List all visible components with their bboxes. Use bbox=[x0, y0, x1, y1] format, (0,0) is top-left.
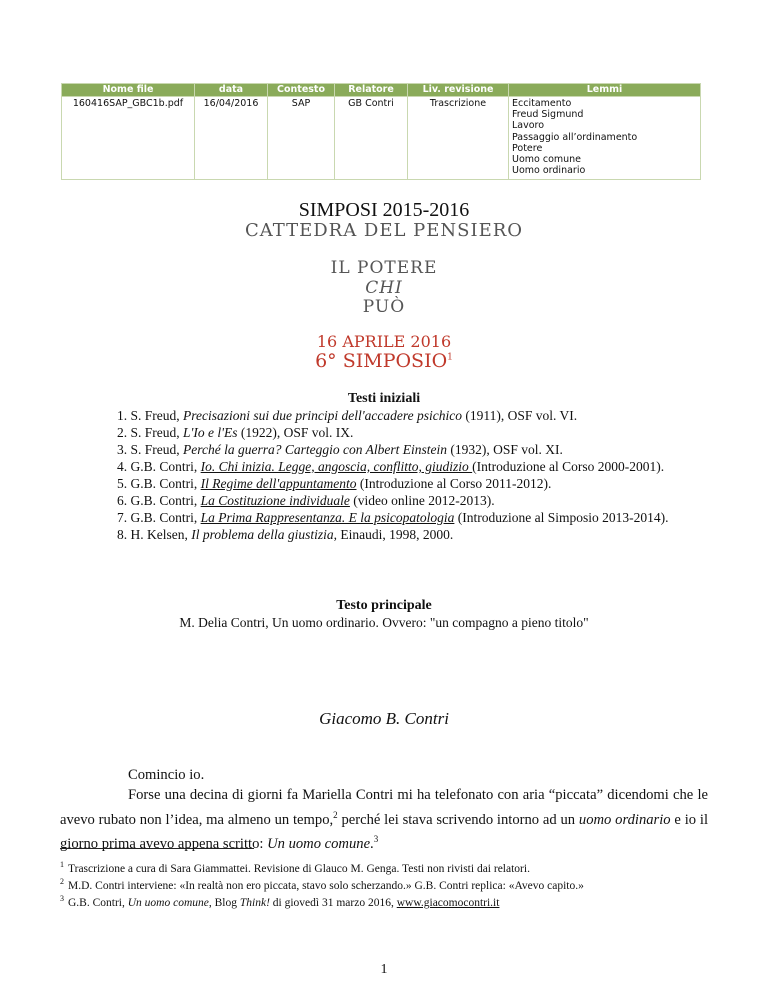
list-item bbox=[117, 441, 677, 458]
website-link[interactable]: www.giacomocontri.it bbox=[396, 896, 500, 909]
speaker-name: Giacomo B. Contri bbox=[319, 709, 449, 728]
testi-iniziali-list bbox=[117, 407, 677, 543]
item-author: 8. H. Kelsen, bbox=[117, 527, 192, 542]
list-item bbox=[117, 424, 677, 441]
lemma-item: Lavoro bbox=[512, 120, 545, 132]
footnote-text: M.D. Contri interviene: «In realtà non ero piccata, stavo solo scherzando.» G.B. Contri replica: «Avevo capito.» bbox=[68, 879, 584, 892]
theme-line-2: CHI bbox=[365, 278, 403, 298]
item-details: (video online 2012-2013). bbox=[349, 493, 495, 508]
footnote-1 bbox=[60, 858, 530, 876]
item-author: 6. G.B. Contri, bbox=[117, 493, 201, 508]
footnote-3 bbox=[60, 892, 499, 910]
item-title-link[interactable]: Il Regime dell'appuntamento bbox=[200, 476, 357, 491]
header-lemmi: Lemmi bbox=[509, 84, 701, 97]
paragraph-text: Forse una decina di giorni fa Mariella Contri mi ha telefonato con aria “piccata” dicendomi che le avevo rubato non l’idea, ma almeno un tempo, bbox=[60, 787, 708, 828]
header-nome-file: Nome file bbox=[62, 84, 195, 97]
testi-iniziali-heading: Testi iniziali bbox=[347, 391, 421, 406]
item-details: (Introduzione al Corso 2011-2012). bbox=[356, 476, 552, 491]
lemma-item: Uomo ordinario bbox=[512, 165, 586, 177]
item-details: (Introduzione al Corso 2000-2001). bbox=[472, 459, 665, 474]
metadata-row bbox=[62, 97, 701, 180]
footnote-text: , Blog bbox=[208, 896, 240, 909]
list-item bbox=[117, 475, 677, 492]
footnote-number: 3 bbox=[60, 894, 64, 903]
series-title: SIMPOSI 2015-2016 bbox=[298, 199, 470, 221]
item-author: 5. G.B. Contri, bbox=[117, 476, 201, 491]
header-data: data bbox=[195, 84, 268, 97]
footnote-ref-2[interactable]: 2 bbox=[333, 809, 338, 820]
item-author: 1. S. Freud, bbox=[117, 408, 184, 423]
footnote-text: G.B. Contri, bbox=[68, 896, 128, 909]
emphasis: uomo ordinario bbox=[578, 811, 671, 828]
paragraph-2 bbox=[60, 786, 708, 854]
item-title-link[interactable]: Io. Chi inizia. Legge, angoscia, conflitto, giudizio bbox=[200, 459, 473, 474]
testo-principale-text: M. Delia Contri, Un uomo ordinario. Ovvero: "un compagno a pieno titolo" bbox=[179, 615, 589, 630]
testo-principale-heading: Testo principale bbox=[336, 598, 432, 613]
list-item bbox=[117, 509, 677, 526]
theme-line-1: IL POTERE bbox=[330, 258, 438, 278]
header-contesto: Contesto bbox=[268, 84, 335, 97]
cell-data: 16/04/2016 bbox=[195, 97, 268, 180]
header-liv-revisione: Liv. revisione bbox=[408, 84, 509, 97]
lemma-item: Uomo comune bbox=[512, 154, 582, 166]
list-item bbox=[117, 458, 677, 475]
item-title: Perché la guerra? Carteggio con Albert Einstein bbox=[183, 442, 447, 457]
list-item bbox=[117, 407, 677, 424]
event-date: 16 APRILE 2016 bbox=[316, 332, 452, 351]
theme-line-3: PUÒ bbox=[362, 297, 406, 317]
paragraph-1: Comincio io. bbox=[128, 767, 205, 783]
emphasis: Un uomo comune bbox=[267, 835, 371, 852]
footnote-text: Trascrizione a cura di Sara Giammattei. Revisione di Glauco M. Genga. Testi non rivisti dai relatori. bbox=[68, 862, 530, 875]
list-item bbox=[117, 526, 677, 543]
metadata-header-row bbox=[62, 84, 701, 97]
paragraph-text: e io il giorno prima avevo appena scritto: bbox=[60, 811, 708, 852]
item-details: (1911), OSF vol. VI. bbox=[461, 408, 578, 423]
item-title: Il problema della giustizia bbox=[191, 527, 334, 542]
footnote-number: 1 bbox=[60, 860, 64, 869]
cell-liv-revisione: Trascrizione bbox=[408, 97, 509, 180]
event-title-text: 6° SIMPOSIO bbox=[315, 350, 448, 372]
footnote-text: di giovedì 31 marzo 2016, bbox=[269, 896, 397, 909]
paragraph-text: perché lei stava scrivendo intorno ad un bbox=[337, 811, 579, 828]
cell-contesto: SAP bbox=[268, 97, 335, 180]
page-number: 1 bbox=[380, 962, 388, 977]
cell-nome-file: 160416SAP_GBC1b.pdf bbox=[62, 97, 195, 180]
item-details: (1922), OSF vol. IX. bbox=[237, 425, 354, 440]
item-author: 4. G.B. Contri, bbox=[117, 459, 201, 474]
footnote-number: 2 bbox=[60, 877, 64, 886]
footnote-ref-1[interactable]: 1 bbox=[447, 352, 453, 363]
item-title: L'Io e l'Es bbox=[183, 425, 238, 440]
item-author: 2. S. Freud, bbox=[117, 425, 184, 440]
lemma-item: Potere bbox=[512, 142, 543, 154]
cell-relatore: GB Contri bbox=[335, 97, 408, 180]
item-details: , Einaudi, 1998, 2000. bbox=[333, 527, 454, 542]
event-title bbox=[0, 350, 768, 372]
footnote-ref-3[interactable]: 3 bbox=[373, 833, 379, 844]
item-title: Precisazioni sui due principi dell'accadere psichico bbox=[183, 408, 462, 423]
cell-lemmi bbox=[509, 97, 701, 180]
footnote-title: Un uomo comune bbox=[127, 896, 209, 909]
header-relatore: Relatore bbox=[335, 84, 408, 97]
lemma-item: Passaggio all’ordinamento bbox=[512, 131, 638, 143]
item-title-link[interactable]: La Prima Rappresentanza. E la psicopatologia bbox=[200, 510, 455, 525]
item-title-link[interactable]: La Costituzione individuale bbox=[200, 493, 350, 508]
lemma-item: Eccitamento bbox=[512, 98, 572, 109]
footnote-divider bbox=[60, 848, 254, 849]
footnote-2 bbox=[60, 875, 584, 893]
metadata-table bbox=[61, 83, 701, 180]
list-item bbox=[117, 492, 677, 509]
item-details: (Introduzione al Simposio 2013-2014). bbox=[454, 510, 669, 525]
item-author: 7. G.B. Contri, bbox=[117, 510, 201, 525]
lemma-item: Freud Sigmund bbox=[512, 109, 584, 121]
paragraph-text: . bbox=[370, 835, 374, 852]
series-subtitle: CATTEDRA DEL PENSIERO bbox=[244, 220, 524, 241]
footnote-blog: Think! bbox=[239, 896, 270, 909]
item-author: 3. S. Freud, bbox=[117, 442, 184, 457]
item-details: (1932), OSF vol. XI. bbox=[446, 442, 563, 457]
